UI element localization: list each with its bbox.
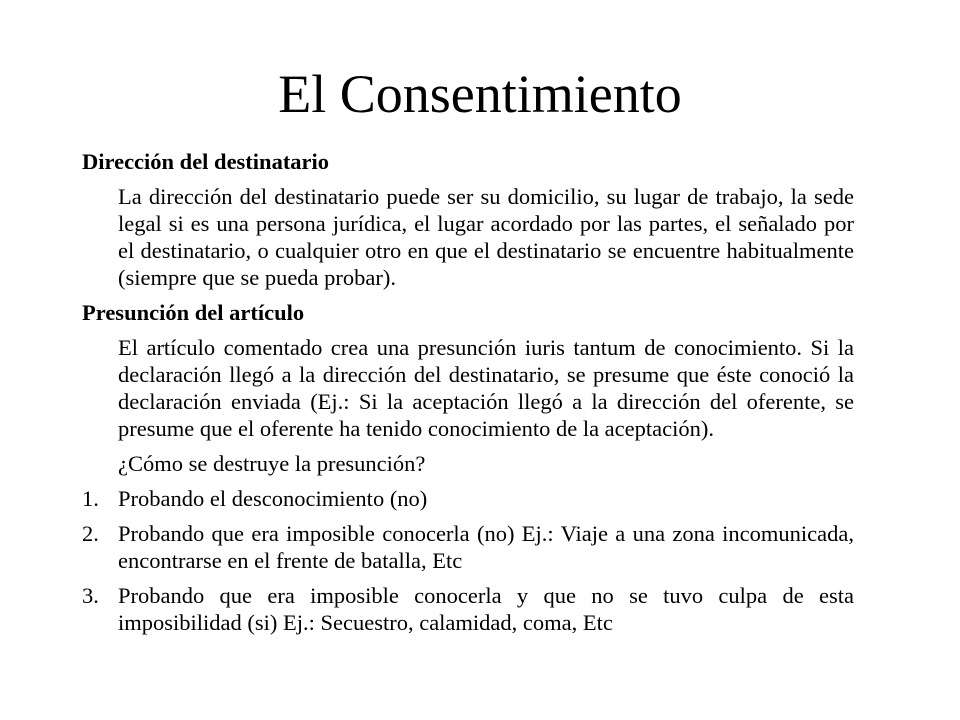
numbered-list [82,485,854,636]
section-heading-direccion: Dirección del destinatario [82,149,330,174]
list-item [82,520,854,574]
section-paragraph-presuncion: El artículo comentado crea una presunción iuris tantum de conocimiento. Si la declaración llegó a la dirección del destinatario, se presume que éste conoció la declaración enviada (Ej.: Si la aceptación llegó a la dirección del oferente, se presume que el oferente ha tenido conocimiento de la aceptación). [118,335,854,441]
section-heading-presuncion: Presunción del artículo [82,300,305,325]
list-item [82,485,854,512]
slide-title: El Consentimiento [278,64,682,124]
list-item-text: Probando el desconocimiento (no) [118,486,428,511]
slide-content [82,148,854,644]
section-paragraph-direccion: La dirección del destinatario puede ser su domicilio, su lugar de trabajo, la sede legal si es una persona jurídica, el lugar acordado por las partes, el señalado por el destinatario, o cualquier otro en que el destinatario se encuentre habitualmente (siempre que se pueda probar). [118,184,854,290]
list-item [82,582,854,636]
list-item-number: 2. [82,521,99,546]
list-item-text: Probando que era imposible conocerla y que no se tuvo culpa de esta imposibilidad (si) Ej.: Secuestro, calamidad, coma, Etc [118,583,854,635]
list-item-number: 3. [82,583,99,608]
list-item-text: Probando que era imposible conocerla (no) Ej.: Viaje a una zona incomunicada, encontrarse en el frente de batalla, Etc [118,521,854,573]
section-question: ¿Cómo se destruye la presunción? [118,451,426,476]
list-item-number: 1. [82,486,99,511]
